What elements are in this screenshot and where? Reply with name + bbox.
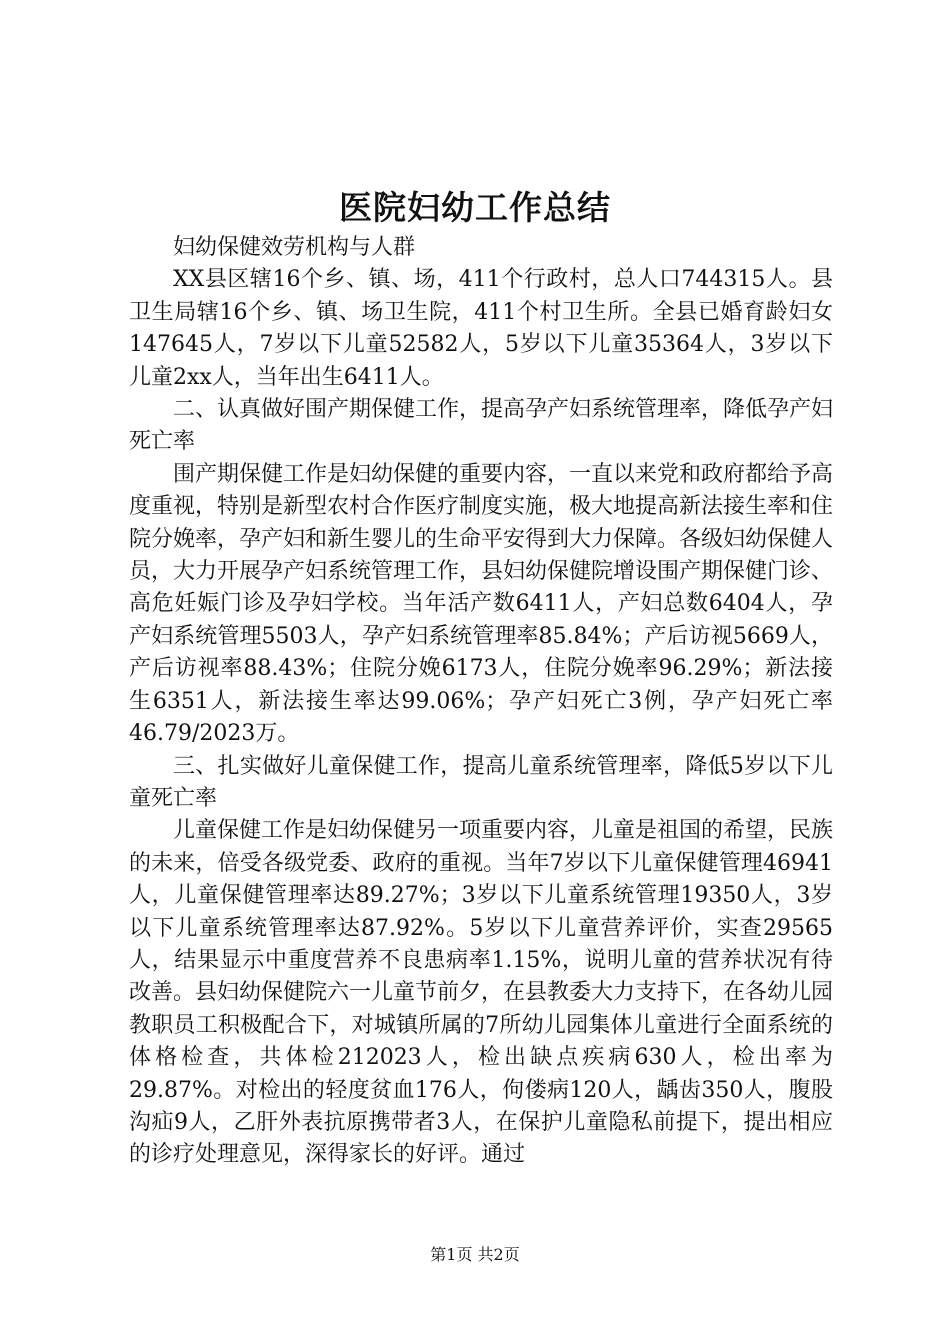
body-paragraph: 围产期保健工作是妇幼保健的重要内容，一直以来党和政府都给予高度重视，特别是新型农村合作医疗制度实施，极大地提高新法接生率和住院分娩率，孕产妇和新生婴儿的生命平安得到大力保障。各级妇幼保健人员，大力开展孕产妇系统管理工作，县妇幼保健院增设围产期保健门诊、高危妊娠门诊及孕妇学校。当年活产数6411人，产妇总数6404人，孕产妇系统管理5503人，孕产妇系统管理率85.84%；产后访视5669人，产后访视率88.43%；住院分娩6173人，住院分娩率96.29%；新法接生6351人，新法接生率达99.06%；孕产妇死亡3例，孕产妇死亡率46.79/2023万。 — [129, 461, 834, 747]
document-body — [129, 232, 833, 1172]
section-heading: 二、认真做好围产期保健工作，提高孕产妇系统管理率，降低孕产妇死亡率 — [129, 397, 834, 455]
section-heading: 三、扎实做好儿童保健工作，提高儿童系统管理率，降低5岁以下儿童死亡率 — [129, 753, 833, 811]
document-title: 医院妇幼工作总结 — [339, 188, 611, 227]
page-number-footer: 第1页 共2页 — [430, 1245, 520, 1264]
section-heading: 妇幼保健效劳机构与人群 — [173, 235, 416, 260]
body-paragraph: 儿童保健工作是妇幼保健另一项重要内容，儿童是祖国的希望，民族的未来，倍受各级党委、政府的重视。当年7岁以下儿童保健管理46941人，儿童保健管理率达89.27%；3岁以下儿童系统管理19350人，3岁以下儿童系统管理率达87.92%。5岁以下儿童营养评价，实查29565人，结果显示中重度营养不良患病率1.15%，说明儿童的营养状况有待改善。县妇幼保健院六一儿童节前夕，在县教委大力支持下，在各幼儿园教职员工积极配合下，对城镇所属的7所幼儿园集体儿童进行全面系统的体格检查，共体检212023人，检出缺点疾病630人，检出率为29.87%。对检出的轻度贫血176人，佝偻病120人，龋齿350人，腹股沟疝9人，乙肝外表抗原携带者3人，在保护儿童隐私前提下，提出相应的诊疗处理意见，深得家长的好评。通过 — [129, 818, 834, 1168]
body-paragraph: XX县区辖16个乡、镇、场，411个行政村，总人口744315人。县卫生局辖16个乡、镇、场卫生院，411个村卫生所。全县已婚育龄妇女147645人，7岁以下儿童52582人，5岁以下儿童35364人，3岁以下儿童2xx人，当年出生6411人。 — [129, 267, 833, 390]
